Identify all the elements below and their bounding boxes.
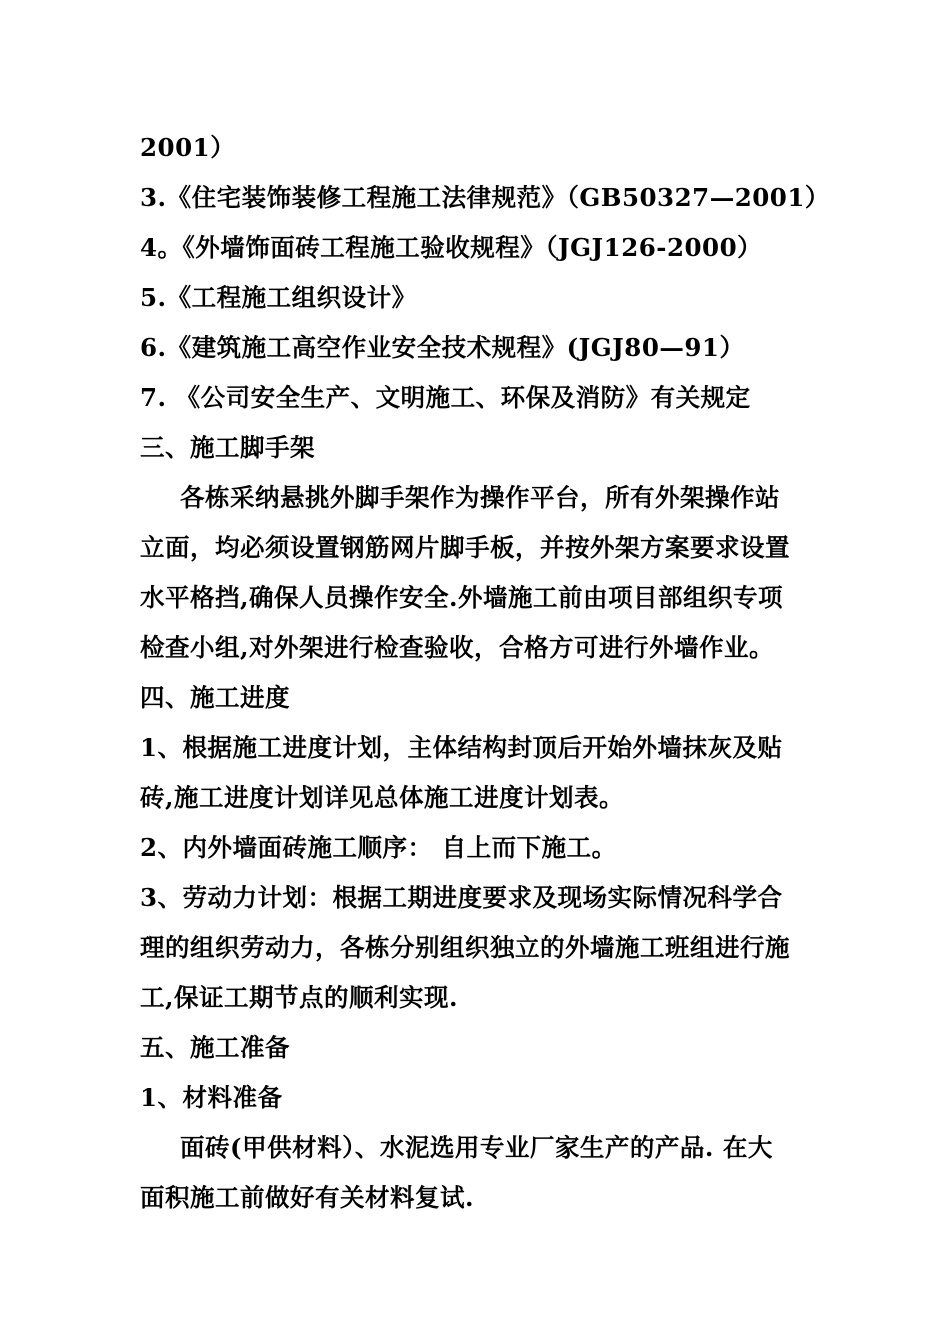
- section-heading: 三、施工脚手架: [140, 433, 315, 462]
- text-line: 砖,施工进度计划详见总体施工进度计划表。: [140, 783, 625, 812]
- section-heading: 五、施工准备: [140, 1033, 290, 1062]
- text-line: 立面，均必须设置钢筋网片脚手板，并按外架方案要求设置: [140, 533, 790, 562]
- text-line: 6.《建筑施工高空作业安全技术规程》(JGJ80—91）: [140, 333, 745, 362]
- text-line: 3.《住宅装饰装修工程施工法律规范》（GB50327—2001）: [140, 183, 830, 212]
- text-line: 理的组织劳动力，各栋分别组织独立的外墙施工班组进行施: [140, 933, 790, 962]
- text-line: 1、根据施工进度计划，主体结构封顶后开始外墙抹灰及贴: [140, 733, 783, 762]
- text-line: 2、内外墙面砖施工顺序： 自上而下施工。: [140, 833, 617, 862]
- text-line: 5.《工程施工组织设计》: [140, 283, 417, 312]
- text-line: 水平格挡,确保人员操作安全.外墙施工前由项目部组织专项: [140, 583, 784, 612]
- text-line: 各栋采纳悬挑外脚手架作为操作平台，所有外架操作站: [180, 483, 780, 512]
- text-line: 3、劳动力计划：根据工期进度要求及现场实际情况科学合: [140, 883, 783, 912]
- text-line: 检查小组,对外架进行检查验收，合格方可进行外墙作业。: [140, 633, 775, 662]
- text-line: 2001）: [140, 133, 236, 162]
- text-line: 7. 《公司安全生产、文明施工、环保及消防》有关规定: [140, 383, 751, 412]
- subsection-heading: 1、材料准备: [140, 1083, 283, 1112]
- section-heading: 四、施工进度: [140, 683, 290, 712]
- text-line: 工,保证工期节点的顺利实现.: [140, 983, 459, 1012]
- text-line: 4。《外墙饰面砖工程施工验收规程》（JGJ126-2000）: [140, 233, 763, 262]
- text-line: 面砖(甲供材料）、水泥选用专业厂家生产的产品. 在大: [180, 1133, 773, 1162]
- text-line: 面积施工前做好有关材料复试.: [140, 1183, 475, 1212]
